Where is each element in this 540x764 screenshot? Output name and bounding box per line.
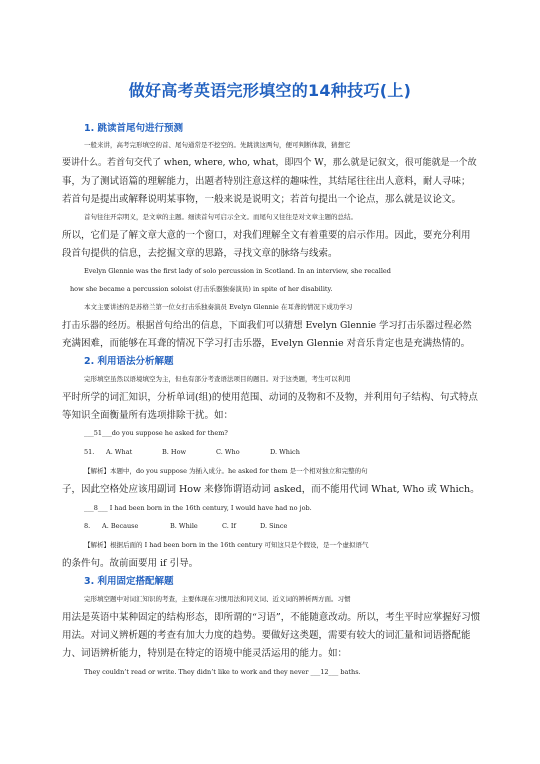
example-sentence: how she became a percussion soloist (打击乐器独奏演员) in spite of her disability. — [70, 285, 333, 293]
option-d: D. Which — [270, 448, 300, 456]
section-3-heading: 3. 利用固定搭配解题 — [84, 576, 174, 587]
question-51-options — [84, 446, 504, 459]
section-2-heading: 2. 利用语法分析解题 — [84, 356, 174, 367]
paragraph-line: 平时所学的词汇知识，分析单词(组)的使用范围、动词的及物和不及物，并利用句子结构、句式特点 — [62, 392, 478, 403]
analysis-line: 的条件句。故前面要用 if 引导。 — [62, 558, 199, 569]
paragraph-line: 首句往往开宗明义，是文章的主题。细读首句可启示全文。而尾句又往往是对文章主题的总结。 — [84, 213, 357, 221]
paragraph-line: 事，为了测试语篇的理解能力，出题者特别注意这样的趣味性，其结尾往往出人意料，耐人寻味； — [62, 176, 471, 187]
option-b: B. How — [162, 448, 187, 456]
option-c: C. If — [222, 522, 236, 530]
page-title: 做好高考英语完形填空的14种技巧(上) — [128, 81, 412, 100]
question-sentence: ___8___ I had been born in the 16th century, I would have had no job. — [84, 504, 312, 512]
option-c: C. Who — [216, 448, 240, 456]
paragraph-line: 打击乐器的经历。根据首句给出的信息，下面我们可以猜想 Evelyn Glennie 学习打击乐器过程必然 — [62, 320, 472, 331]
paragraph-line: 完形填空虽然以语境填空为主，但也有部分考查语法项目的题目。对于这类题，考生可以利用 — [84, 375, 351, 383]
question-number: 8. — [84, 522, 91, 530]
paragraph-line: 充满困难，而能够在耳聋的情况下学习打击乐器，Evelyn Glennie 对音乐肯定也是充满热情的。 — [62, 338, 471, 349]
paragraph-line: 等知识全面衡量所有选项排除干扰。如： — [62, 410, 234, 421]
question-sentence: They couldn’t read or write. They didn’t like to work and they never ___12___ baths. — [84, 668, 361, 676]
analysis-line: 子，因此空格处应该用副词 How 来修饰谓语动词 asked，而不能用代词 What, Who 或 Which。 — [62, 484, 480, 495]
question-8-options — [84, 520, 504, 533]
example-sentence: Evelyn Glennie was the first lady of solo percussion in Scotland. In an interview, she recalled — [84, 267, 391, 275]
section-1-heading: 1. 跳读首尾句进行预测 — [84, 123, 184, 134]
question-sentence: ___51___do you suppose he asked for them? — [84, 429, 228, 437]
analysis-line: 【解析】本题中，do you suppose 为插入成分。he asked for them 是一个相对独立和完整的句 — [84, 467, 368, 475]
paragraph-line: 要讲什么。若首句交代了 when, where, who, what，即四个 W，那么就是记叙文，很可能就是一个故 — [62, 158, 477, 168]
option-b: B. While — [170, 522, 198, 530]
paragraph-line: 用法是英语中某种固定的结构形态，即所谓的“习语”，不能随意改动。所以，考生平时应掌握好习惯 — [62, 612, 481, 623]
option-d: D. Since — [260, 522, 288, 530]
paragraph-line: 用法。对词义辨析题的考查有加大力度的趋势。要做好这类题，需要有较大的词汇量和词语搭配能 — [62, 630, 471, 641]
option-a: A. What — [106, 448, 133, 456]
paragraph-line: 完形填空题中对词汇知识的考查，主要体现在习惯用法和同义词、近义词的辨析两方面。习惯 — [84, 595, 351, 603]
analysis-line: 【解析】根据后面的 I had been born in the 16th century 可知这只是个假设，是一个虚拟语气 — [84, 541, 369, 549]
paragraph-line: 一般来讲，高考完形填空的首、尾句通常是不挖空的。先跳读这两句，便可判断体裁，猜想它 — [84, 141, 351, 149]
paragraph-line: 所以，它们是了解文章大意的一个窗口，对我们理解全文有着重要的启示作用。因此，要充分利用 — [62, 230, 471, 241]
paragraph-line: 本文主要讲述的是苏格兰第一位女打击乐独奏演员 Evelyn Glennie 在耳聋的情况下成功学习 — [84, 303, 353, 311]
paragraph-line: 段首句提供的信息，去挖掘文章的思路，寻找文章的脉络与线索。 — [62, 248, 338, 259]
question-number: 51. — [84, 448, 95, 456]
option-a: A. Because — [102, 522, 139, 530]
paragraph-line: 若首句是提出或解释说明某事物，一般来说是说明文；若首句提出一个论点，那么就是议论文。 — [62, 194, 462, 205]
paragraph-line: 力、词语辨析能力，特别是在特定的语境中能灵活运用的能力。如： — [62, 648, 348, 659]
